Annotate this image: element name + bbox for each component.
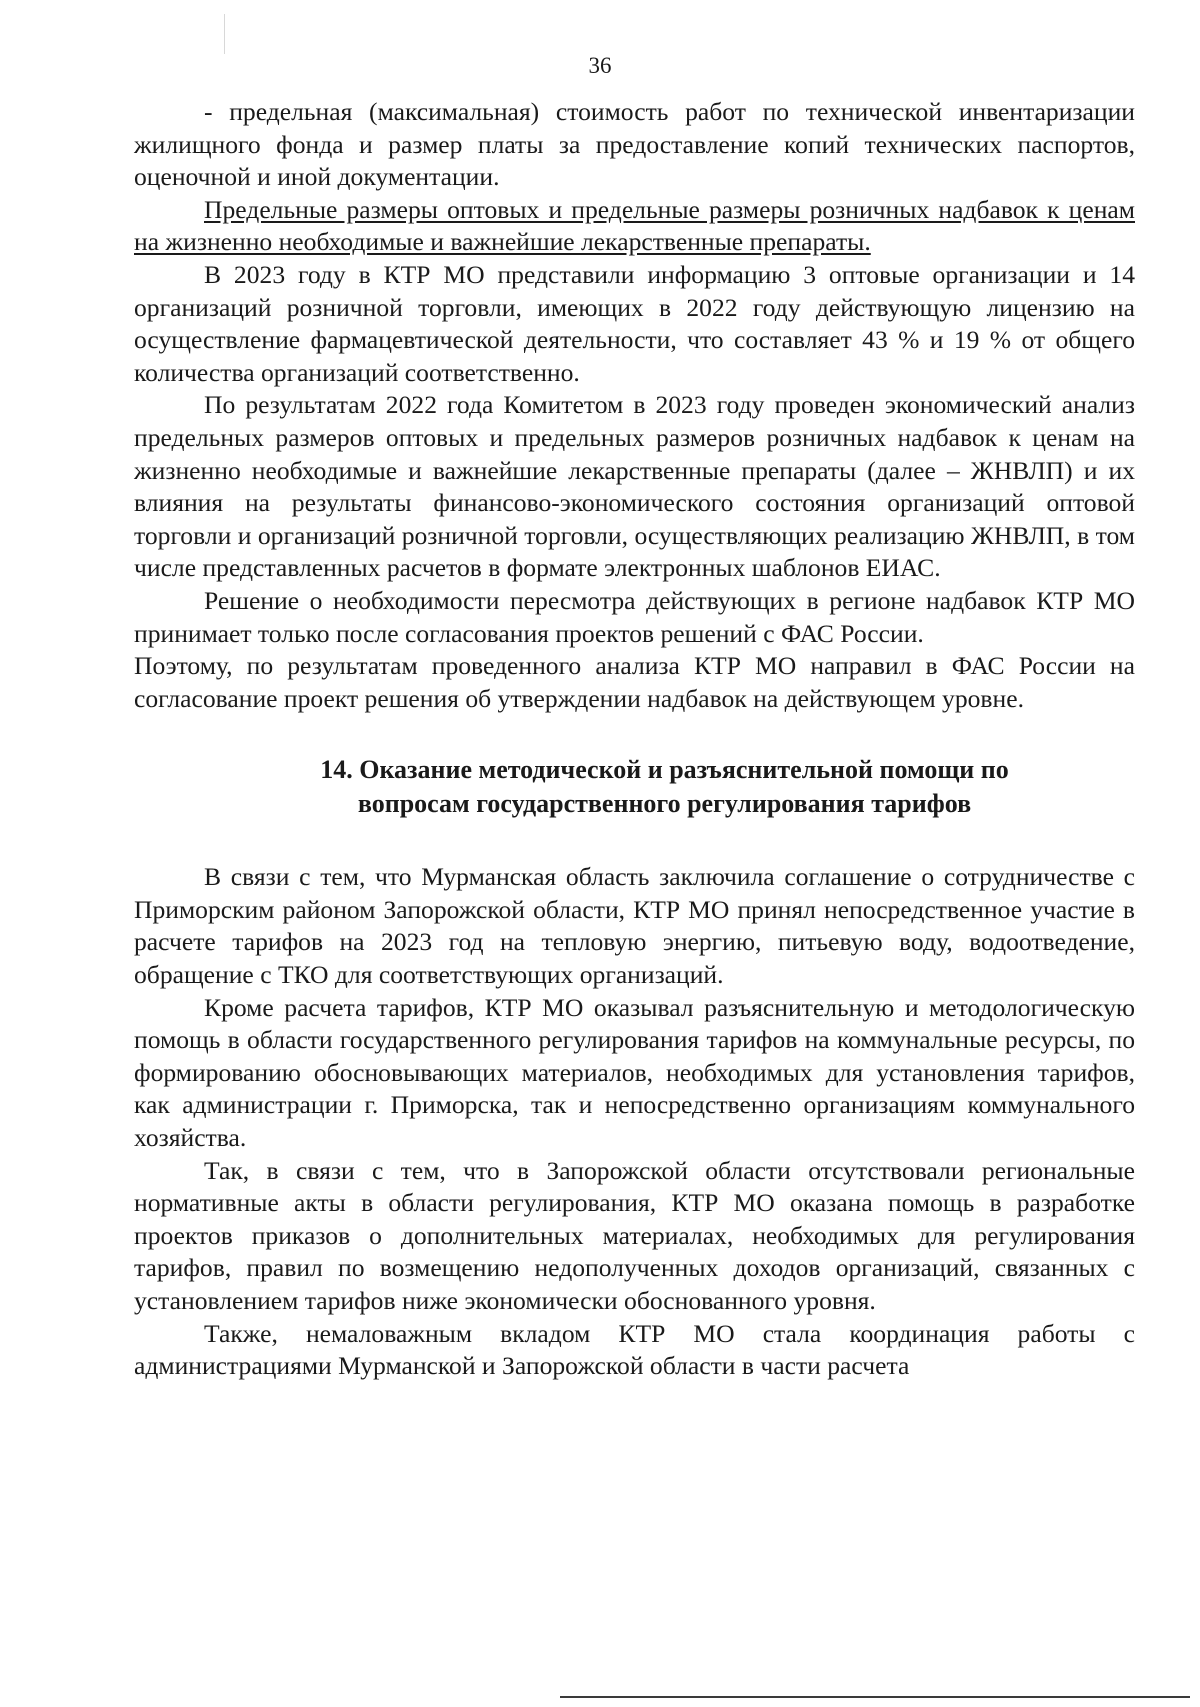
paragraph-organizations-2023: В 2023 году в КТР МО представили информацию 3 оптовые организации и 14 организаций розничной торговли, имеющих в 2022 году действующую лицензию на осуществление фармацевтической деятельности, что составляет 43 % и 19 % от общего количества организаций соответственно.: [134, 259, 1135, 387]
paragraph-cooperation-agreement: В связи с тем, что Мурманская область заключила соглашение о сотрудничестве с Приморским районом Запорожской области, КТР МО принял непосредственное участие в расчете тарифов на 2023 год на тепловую энергию, питьевую воду, водоотведение, обращение с ТКО для соответствующих организаций.: [134, 862, 1135, 990]
paragraph-regulatory-acts: Так, в связи с тем, что в Запорожской области отсутствовали региональные нормативные акты в области регулирования, КТР МО оказана помощь в разработке проектов приказов о дополнительных материалах, необходимых для регулирования тарифов, правил по возмещению недополученных доходов организаций, связанных с установлением тарифов ниже экономически обоснованного уровня.: [134, 1155, 1135, 1315]
paragraph-economic-analysis: По результатам 2022 года Комитетом в 2023 году проведен экономический анализ предельных размеров оптовых и предельных размеров розничных надбавок к ценам на жизненно необходимые и важнейшие лекарственные препараты (далее – ЖНВЛП) и их влияния на результаты финансово-экономического состояния организаций оптовой торговли и организаций розничной торговли, осуществляющих реализацию ЖНВЛП, в том числе представленных расчетов в формате электронных шаблонов ЕИАС.: [134, 390, 1135, 583]
paragraph-methodological-help: Кроме расчета тарифов, КТР МО оказывал разъяснительную и методологическую помощь в области государственного регулирования тарифов на коммунальные ресурсы, по формированию обосновывающих материалов, необходимых для установления тарифов, как администрации г. Приморска, так и непосредственно организациям коммунального хозяйства.: [134, 992, 1135, 1153]
subheading-drug-markups: Предельные размеры оптовых и предельные размеры розничных надбавок к ценам на жизненно необходимые и важнейшие лекарственные препараты.: [134, 194, 1135, 257]
section-heading-line-2: вопросам государственного регулирования тарифов: [357, 789, 972, 819]
paragraph-revision-decision: Решение о необходимости пересмотра действующих в регионе надбавок КТР МО принимает только после согласования проектов решений с ФАС России.: [134, 585, 1135, 648]
paragraph-inventory-cost: - предельная (максимальная) стоимость работ по технической инвентаризации жилищного фонда и размер платы за предоставление копий технических паспортов, оценочной и иной документации.: [134, 97, 1135, 192]
paragraph-fas-submission: Поэтому, по результатам проведенного анализа КТР МО направил в ФАС России на согласование проект решения об утверждении надбавок на действующем уровне.: [134, 651, 1135, 713]
page-body: [134, 96, 1135, 1383]
paragraph-coordination: Также, немаловажным вкладом КТР МО стала координация работы с администрациями Мурманской и Запорожской области в части расчета: [134, 1318, 1135, 1381]
scan-edge-mark: [224, 14, 225, 54]
bottom-rule: [560, 1696, 1190, 1698]
section-heading-line-1: 14. Оказание методической и разъяснительной помощи по: [320, 755, 1009, 785]
section-heading: [134, 753, 1135, 821]
page-number: 36: [588, 53, 612, 78]
